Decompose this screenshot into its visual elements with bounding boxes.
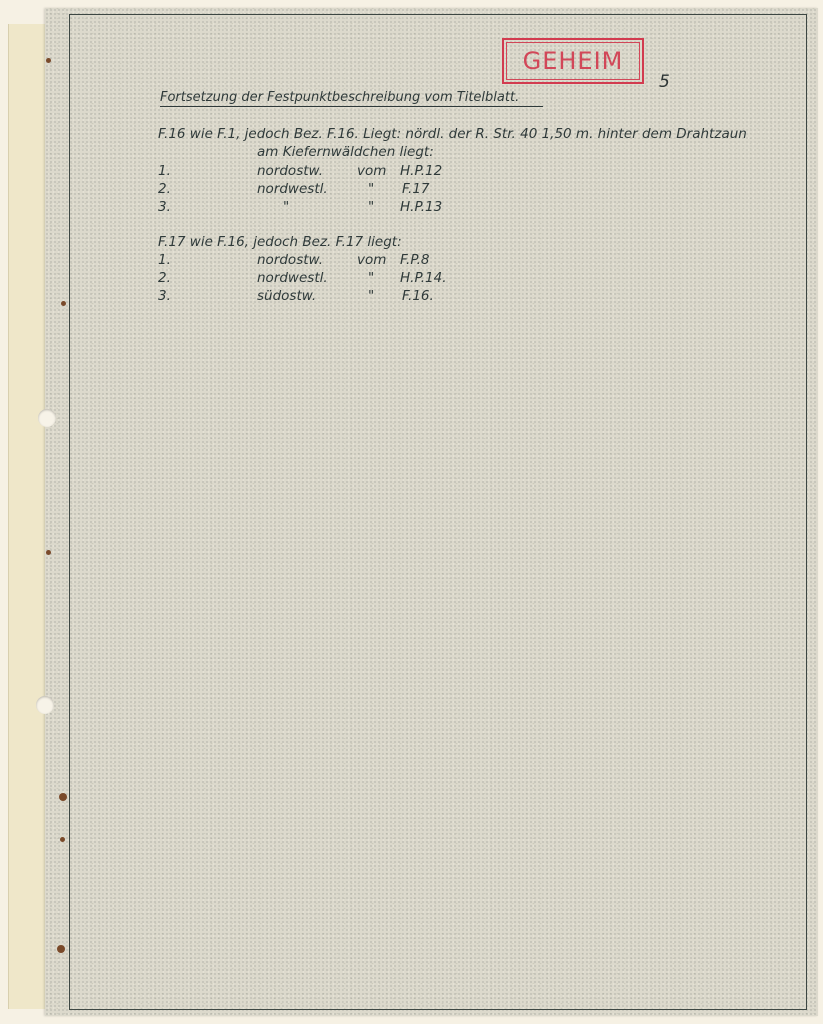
rust-spot [61,301,66,306]
entry-f16-row1-point: H.P.12 [400,163,443,179]
entry-f16-row3-prep: " [368,199,375,215]
page-heading: Fortsetzung der Festpunktbeschreibung vom Titelblatt. [160,90,543,107]
punch-hole [38,409,56,427]
entry-f17-row1-num: 1. [158,252,171,268]
punch-hole [36,696,54,714]
entry-f16-row3-direction: " [283,199,290,215]
rust-spot [60,837,65,842]
entry-f17-row1-direction: nordostw. [257,252,323,268]
entry-f17-row3-direction: südostw. [257,288,317,304]
entry-f16-row2-point: F.17 [402,181,430,197]
entry-f17-row2-point: H.P.14. [400,270,447,286]
entry-f17-line1: F.17 wie F.16, jedoch Bez. F.17 liegt: [158,234,402,250]
geheim-stamp [502,38,644,84]
entry-f16-row2-prep: " [368,181,375,197]
entry-f17-row2-num: 2. [158,270,171,286]
rust-spot [46,550,51,555]
entry-f16-row2-direction: nordwestl. [257,181,328,197]
entry-f17-row3-num: 3. [158,288,171,304]
entry-f17-row1-prep: vom [357,252,387,268]
page-number: 5 [659,72,670,92]
entry-f16-line1: F.16 wie F.1, jedoch Bez. F.16. Liegt: nördl. der R. Str. 40 1,50 m. hinter dem Drahtzaun [158,126,747,142]
entry-f16-row2-num: 2. [158,181,171,197]
entry-f17-row1-point: F.P.8 [400,252,430,268]
rust-spot [57,945,65,953]
entry-f17-row3-point: F.16. [402,288,434,304]
rust-spot [46,58,51,63]
entry-f16-row1-direction: nordostw. [257,163,323,179]
entry-f17-row2-prep: " [368,270,375,286]
stamp-text: GEHEIM [506,42,640,80]
entry-f16-line2: am Kiefernwäldchen liegt: [257,144,434,160]
entry-f16-row1-num: 1. [158,163,171,179]
document-sheet [45,8,818,1016]
entry-f16-row3-num: 3. [158,199,171,215]
entry-f16-row3-point: H.P.13 [400,199,443,215]
entry-f16-row1-prep: vom [357,163,387,179]
rust-spot [59,793,67,801]
entry-f17-row3-prep: " [368,288,375,304]
entry-f17-row2-direction: nordwestl. [257,270,328,286]
